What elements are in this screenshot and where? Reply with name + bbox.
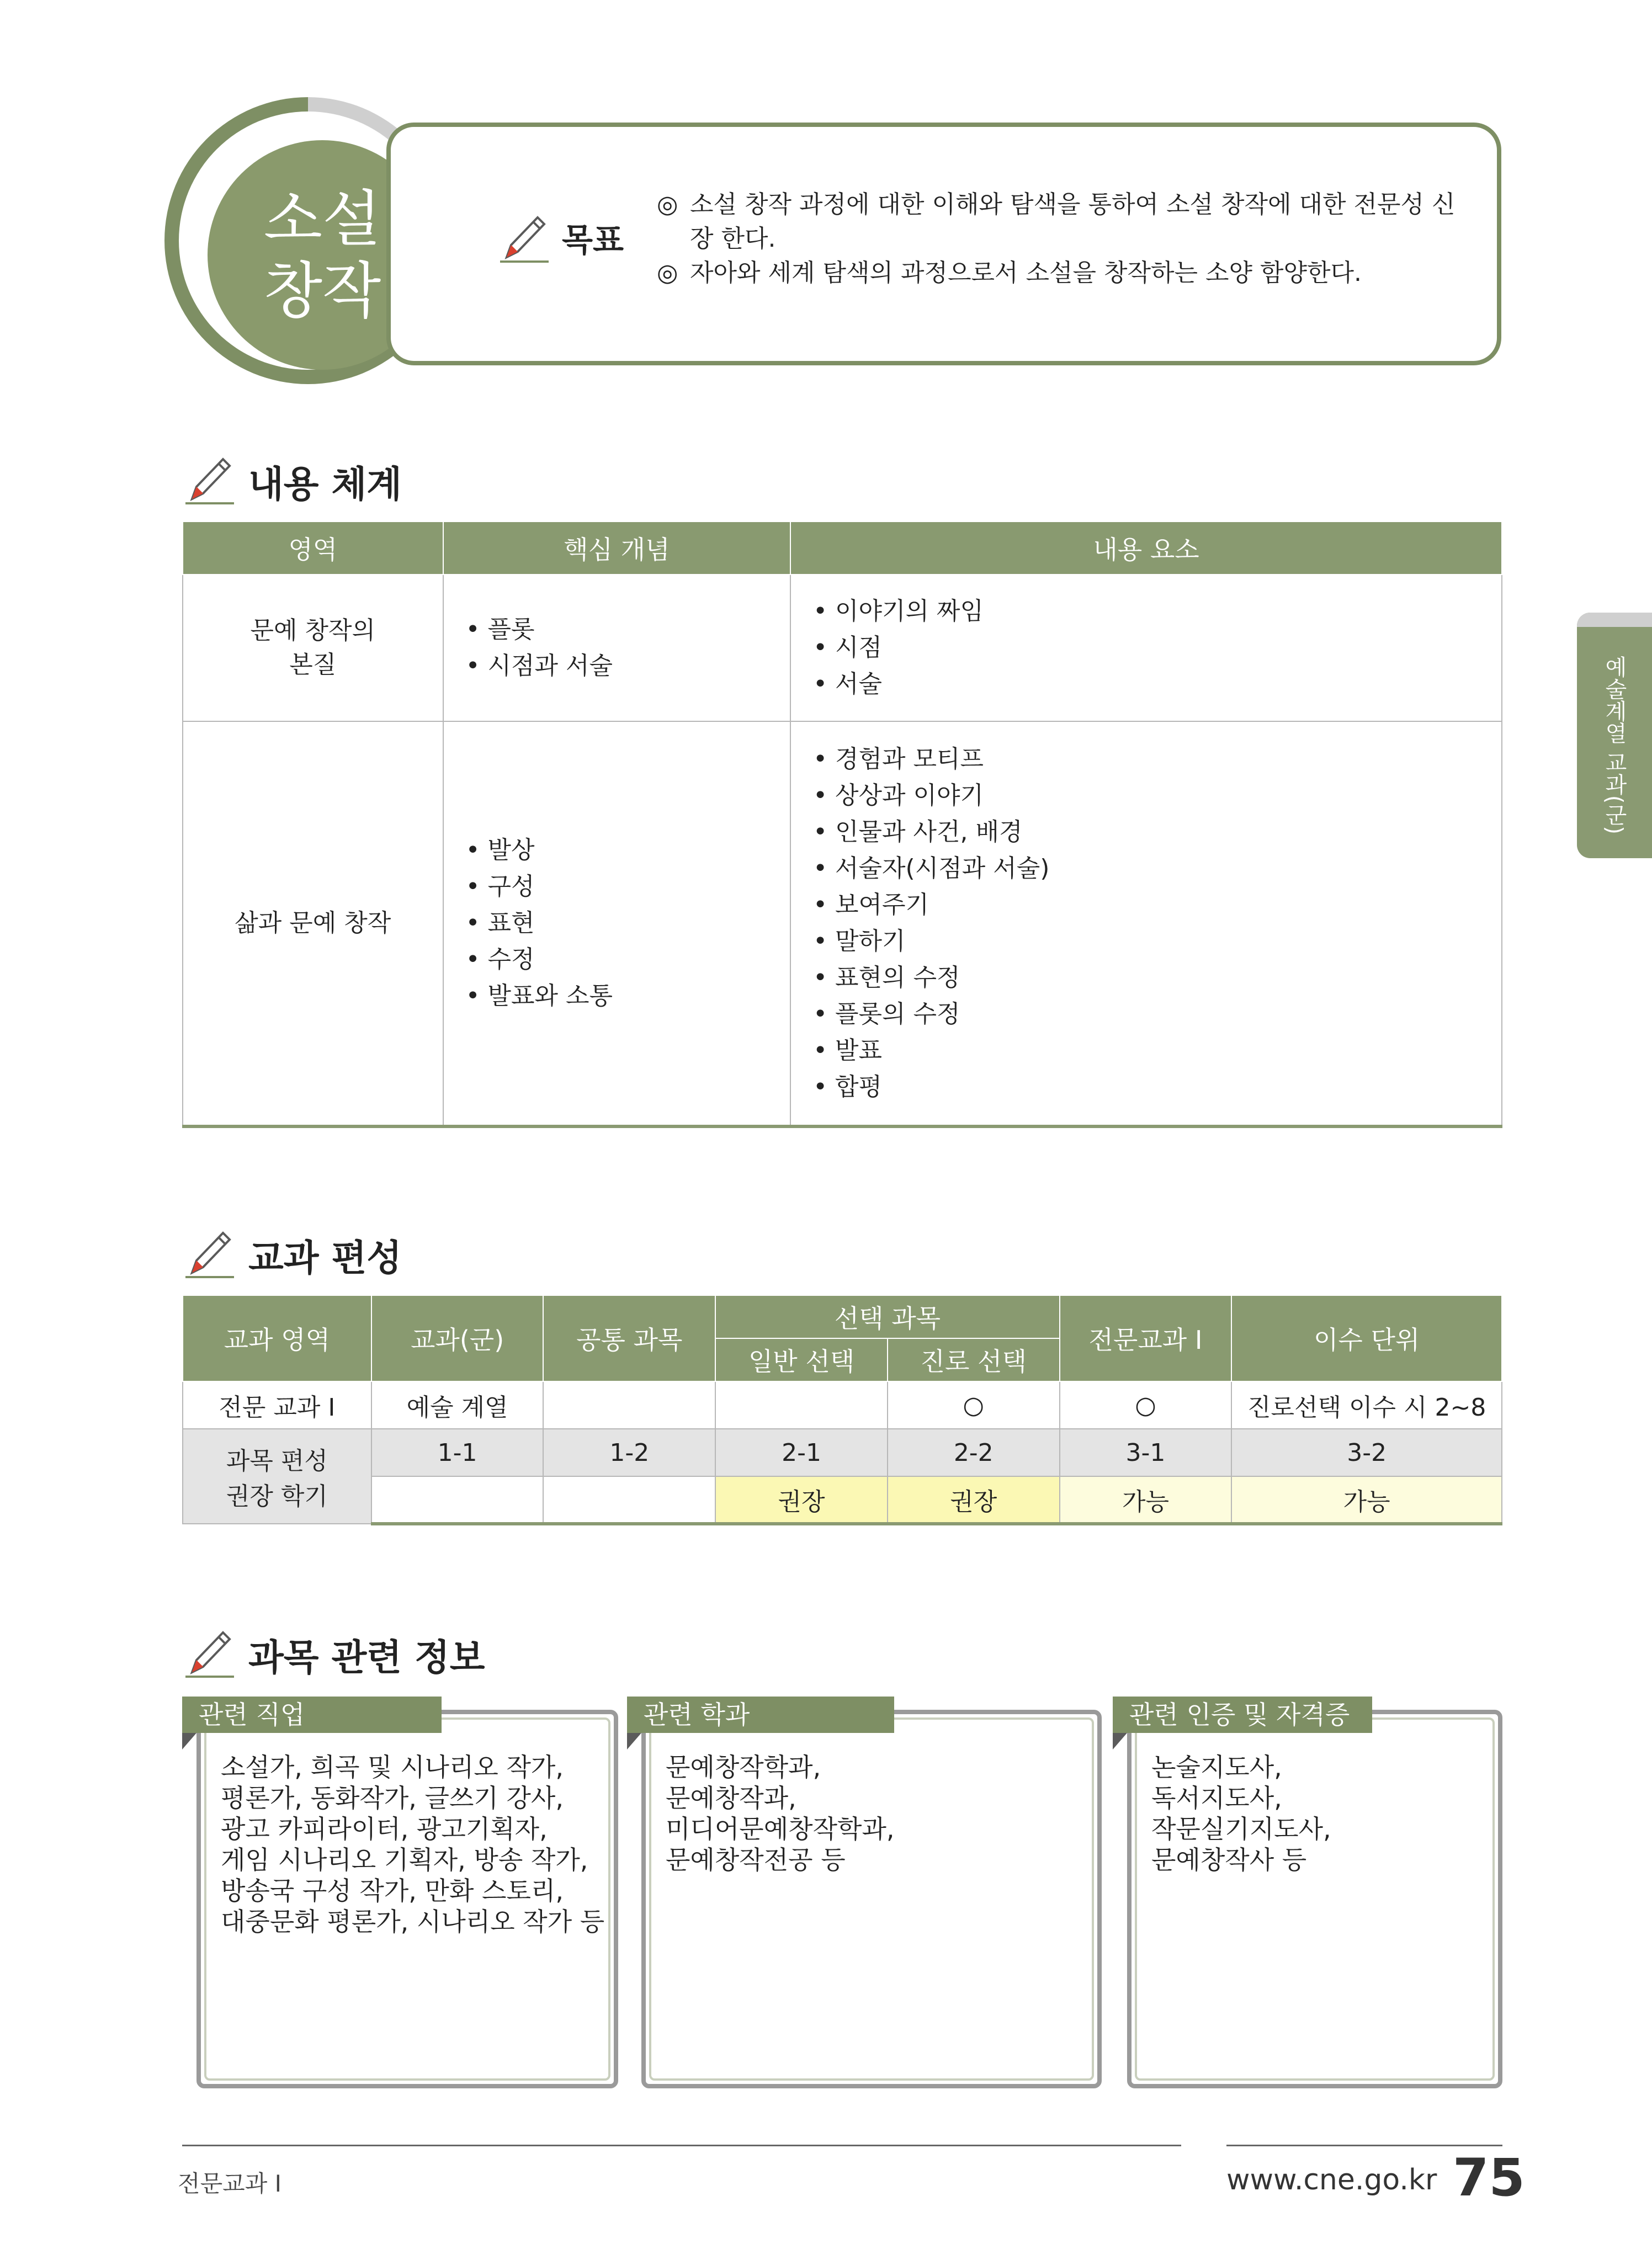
recommend-cell: 권장 xyxy=(888,1476,1060,1524)
related-certs-box xyxy=(1113,1697,1502,2088)
page-number: 75 xyxy=(1453,2148,1525,2208)
section-heading-related xyxy=(182,1625,485,1680)
list-item: • 표현의 수정 xyxy=(813,960,1501,996)
area-text: 삶과 문예 창작 xyxy=(235,909,391,937)
box-line: 게임 시나리오 기획자, 방송 작가, xyxy=(221,1845,588,1875)
semester-cell: 3-2 xyxy=(1231,1429,1502,1476)
goal-item xyxy=(657,188,1474,256)
footer-divider xyxy=(1226,2145,1502,2146)
recommend-cell: 가능 xyxy=(1060,1476,1232,1524)
area-text: 본질 xyxy=(289,651,337,679)
table-row xyxy=(183,1476,1502,1524)
list-item: • 플롯의 수정 xyxy=(813,996,1501,1033)
semester-cell: 3-1 xyxy=(1060,1429,1232,1476)
content-system-table xyxy=(182,521,1502,1128)
list-item: • 발표와 소통 xyxy=(466,978,790,1014)
list-item: • 말하기 xyxy=(813,923,1501,960)
col-header-units: 이수 단위 xyxy=(1231,1295,1502,1381)
related-majors-box xyxy=(627,1697,1102,2088)
box-line: 대중문화 평론가, 시나리오 작가 등 xyxy=(221,1907,605,1937)
pencil-icon xyxy=(497,210,552,265)
semester-cell: 2-2 xyxy=(888,1429,1060,1476)
table-cell xyxy=(715,1381,888,1429)
box-line: 평론가, 동화작가, 글쓰기 강사, xyxy=(221,1783,564,1813)
list-item: • 합평 xyxy=(813,1069,1501,1105)
col-header-general: 일반 선택 xyxy=(715,1338,888,1381)
box-tab: 관련 인증 및 자격증 xyxy=(1113,1697,1372,1733)
footer-url-link[interactable]: www.cne.go.kr xyxy=(1226,2163,1437,2197)
goal-item xyxy=(657,256,1474,290)
goal-title: 목표 xyxy=(562,221,624,259)
section-title: 과목 관련 정보 xyxy=(248,1636,485,1679)
pencil-icon xyxy=(182,451,237,507)
concept-cell xyxy=(443,575,790,721)
list-item: • 서술자(시점과 서술) xyxy=(813,850,1501,887)
table-row xyxy=(183,1429,1502,1476)
label-text: 권장 학기 xyxy=(226,1482,328,1511)
list-item: • 시점 xyxy=(813,630,1501,666)
box-line: 소설가, 희곡 및 시나리오 작가, xyxy=(221,1752,564,1782)
side-tab-label: 예술계열 교과(군) xyxy=(1601,656,1627,834)
table-cell: ○ xyxy=(1060,1381,1232,1429)
col-header-area: 영역 xyxy=(183,522,443,575)
box-line: 미디어문예창작학과, xyxy=(666,1814,895,1844)
list-item: • 보여주기 xyxy=(813,887,1501,923)
col-header-common: 공통 과목 xyxy=(543,1295,715,1381)
table-cell xyxy=(543,1381,715,1429)
box-line: 광고 카피라이터, 광고기획자, xyxy=(221,1814,548,1844)
list-item: • 발상 xyxy=(466,832,790,869)
section-heading-curriculum xyxy=(182,1225,402,1280)
table-cell: 전문 교과 I xyxy=(183,1381,371,1429)
goal-label xyxy=(497,210,624,265)
list-item: • 표현 xyxy=(466,905,790,942)
box-line: 문예창작전공 등 xyxy=(666,1845,846,1875)
recommend-cell: 권장 xyxy=(715,1476,888,1524)
col-header-area: 교과 영역 xyxy=(183,1295,371,1381)
goal-list xyxy=(657,188,1474,290)
col-header-career: 진로 선택 xyxy=(888,1338,1060,1381)
box-line: 논술지도사, xyxy=(1151,1752,1282,1782)
footer-divider xyxy=(182,2145,1181,2146)
list-item: • 시점과 서술 xyxy=(466,648,790,684)
elements-cell xyxy=(790,575,1502,721)
semester-cell: 1-1 xyxy=(371,1429,544,1476)
area-cell xyxy=(183,721,443,1126)
recommend-cell: 가능 xyxy=(1231,1476,1502,1524)
box-line: 문예창작학과, xyxy=(666,1752,821,1782)
curriculum-table xyxy=(182,1295,1502,1525)
recommend-cell xyxy=(543,1476,715,1524)
section-title: 교과 편성 xyxy=(248,1237,402,1279)
list-item: • 상상과 이야기 xyxy=(813,778,1501,814)
box-body xyxy=(1151,1752,1331,1875)
list-item: • 발표 xyxy=(813,1033,1501,1069)
col-header-concept: 핵심 개념 xyxy=(443,522,790,575)
list-item: • 인물과 사건, 배경 xyxy=(813,814,1501,850)
col-header-elements: 내용 요소 xyxy=(790,522,1502,575)
bullet-icon: ◎ xyxy=(657,190,678,219)
box-tab: 관련 직업 xyxy=(182,1697,442,1733)
table-cell: 진로선택 이수 시 2~8 xyxy=(1231,1381,1502,1429)
list-item: • 경험과 모티프 xyxy=(813,741,1501,778)
table-cell: ○ xyxy=(888,1381,1060,1429)
list-item: • 서술 xyxy=(813,666,1501,703)
list-item: • 수정 xyxy=(466,942,790,978)
side-category-tab xyxy=(1577,613,1652,858)
goal-text: 자아와 세계 탐색의 과정으로서 소설을 창작하는 소양 함양한다. xyxy=(690,259,1362,287)
table-row xyxy=(183,1381,1502,1429)
semester-cell: 1-2 xyxy=(543,1429,715,1476)
box-line: 작문실기지도사, xyxy=(1151,1814,1331,1844)
box-line: 문예창작사 등 xyxy=(1151,1845,1307,1875)
table-header-row xyxy=(183,522,1502,575)
related-jobs-box xyxy=(182,1697,618,2088)
title-line-2: 창작 xyxy=(263,256,381,326)
box-body xyxy=(666,1752,895,1875)
title-line-1: 소설 xyxy=(263,184,381,254)
label-text: 과목 편성 xyxy=(226,1447,328,1475)
col-header-elective: 선택 과목 xyxy=(715,1295,1059,1338)
semester-cell: 2-1 xyxy=(715,1429,888,1476)
box-body xyxy=(221,1752,604,1937)
goal-text: 소설 창작 과정에 대한 이해와 탐색을 통하여 소설 창작에 대한 전문성 신장 한다. xyxy=(690,190,1456,253)
list-item: • 플롯 xyxy=(466,611,790,648)
col-header-professional: 전문교과 I xyxy=(1060,1295,1232,1381)
area-text: 문예 창작의 xyxy=(250,616,376,645)
section-title: 내용 체계 xyxy=(248,463,402,506)
pencil-icon xyxy=(182,1225,237,1280)
footer-section-label: 전문교과 I xyxy=(178,2170,282,2197)
col-header-group: 교과(군) xyxy=(371,1295,544,1381)
table-cell: 예술 계열 xyxy=(371,1381,544,1429)
box-line: 독서지도사, xyxy=(1151,1783,1282,1813)
bullet-icon: ◎ xyxy=(657,259,678,287)
elements-cell xyxy=(790,721,1502,1126)
pencil-icon xyxy=(182,1625,237,1680)
box-line: 문예창작과, xyxy=(666,1783,796,1813)
list-item: • 구성 xyxy=(466,869,790,905)
table-row xyxy=(183,575,1502,721)
table-row xyxy=(183,721,1502,1126)
box-line: 방송국 구성 작가, 만화 스토리, xyxy=(221,1876,564,1906)
area-cell xyxy=(183,575,443,721)
recommend-cell xyxy=(371,1476,544,1524)
section-heading-content xyxy=(182,451,402,507)
semester-label-cell xyxy=(183,1429,371,1524)
concept-cell xyxy=(443,721,790,1126)
list-item: • 이야기의 짜임 xyxy=(813,593,1501,630)
box-tab: 관련 학과 xyxy=(627,1697,894,1733)
